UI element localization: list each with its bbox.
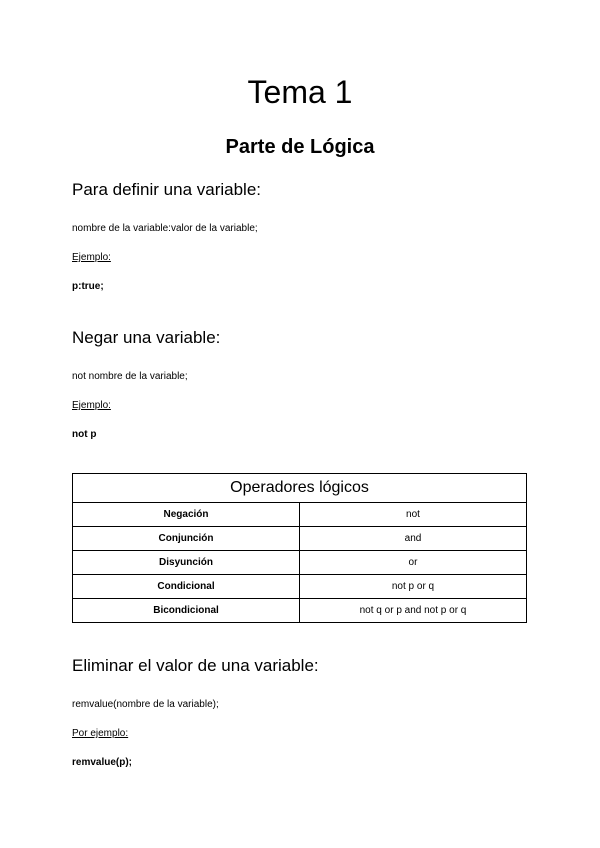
define-example-label: Ejemplo: xyxy=(72,252,111,263)
table-caption: Operadores lógicos xyxy=(73,474,527,503)
operator-name: Condicional xyxy=(73,575,300,599)
operator-syntax: not p or q xyxy=(300,575,527,599)
table-row xyxy=(73,575,527,599)
table-row xyxy=(73,599,527,623)
define-syntax-text: nombre de la variable:valor de la variable; xyxy=(72,223,258,234)
operator-syntax: and xyxy=(300,527,527,551)
section-heading-negate: Negar una variable: xyxy=(72,328,221,347)
remove-syntax-text: remvalue(nombre de la variable); xyxy=(72,699,219,710)
table-row xyxy=(73,527,527,551)
remove-example-label: Por ejemplo: xyxy=(72,728,129,739)
negate-syntax-text: not nombre de la variable; xyxy=(72,371,188,382)
negate-example-code: not p xyxy=(72,429,97,440)
negate-example-label: Ejemplo: xyxy=(72,400,111,411)
table-row xyxy=(73,551,527,575)
section-heading-define: Para definir una variable: xyxy=(72,180,262,199)
page-subtitle: Parte de Lógica xyxy=(225,136,375,158)
operator-name: Disyunción xyxy=(73,551,300,575)
page-title: Tema 1 xyxy=(247,74,353,110)
section-heading-remove: Eliminar el valor de una variable: xyxy=(72,656,319,675)
operators-table xyxy=(72,473,527,623)
operator-syntax: not q or p and not p or q xyxy=(300,599,527,623)
table-row xyxy=(73,503,527,527)
operator-name: Negación xyxy=(73,503,300,527)
table-header-row xyxy=(73,474,527,503)
operator-name: Conjunción xyxy=(73,527,300,551)
define-example-code: p:true; xyxy=(72,281,104,292)
operator-name: Bicondicional xyxy=(73,599,300,623)
remove-example-code: remvalue(p); xyxy=(72,757,133,768)
operator-syntax: or xyxy=(300,551,527,575)
operator-syntax: not xyxy=(300,503,527,527)
